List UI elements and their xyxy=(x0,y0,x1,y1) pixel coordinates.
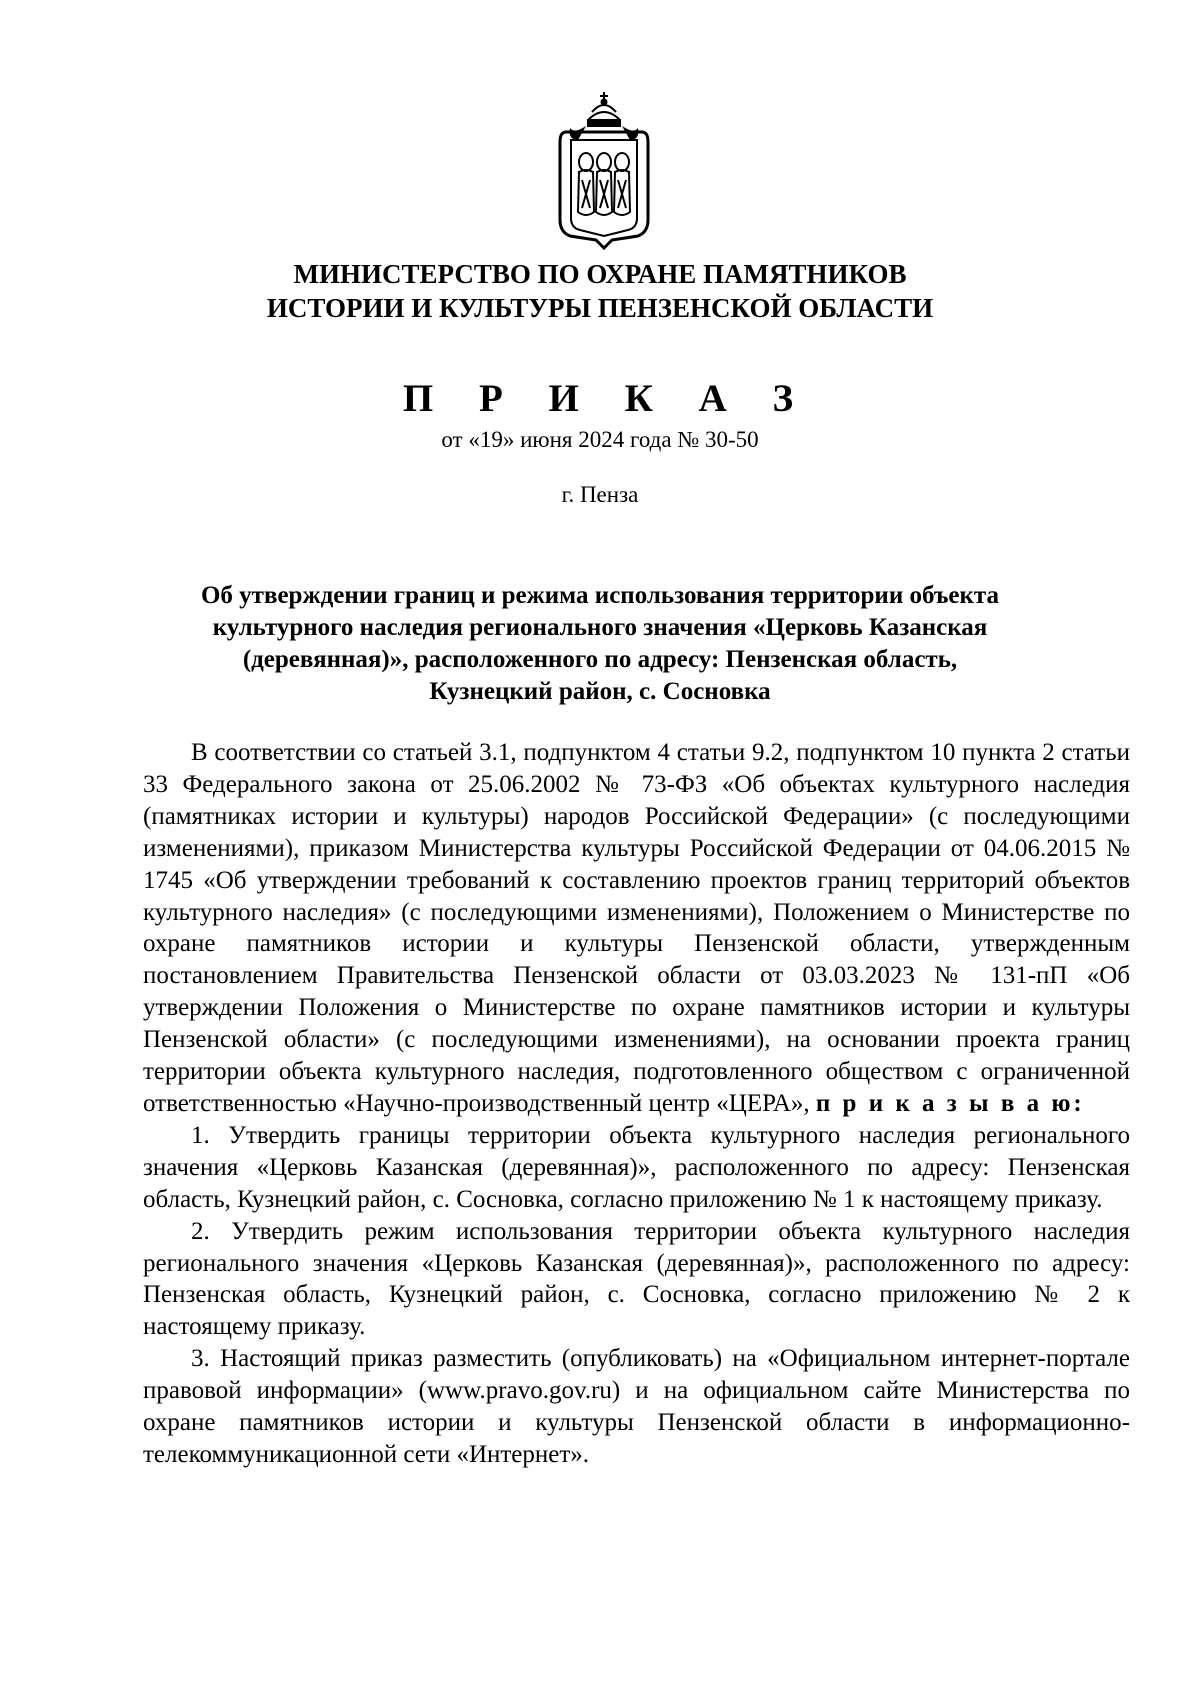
date-and-number: от «19» июня 2024 года № 30-50 xyxy=(441,427,759,452)
order-body xyxy=(143,737,1130,1471)
preamble-paragraph xyxy=(143,737,1130,1120)
coat-of-arms-emblem xyxy=(556,90,652,250)
city: г. Пенза xyxy=(561,482,639,507)
preamble-text: В соответствии со статьей 3.1, подпунктом 4 статьи 9.2, подпунктом 10 пункта 2 статьи 33 Федерального закона от 25.06.2002 № 73-ФЗ «Об объектах культурного наследия (памятниках истории и культуры) народов Российской Федерации» (с последующими изменениями), приказом Министерства культуры Российской Федерации от 04.06.2015 № 1745 «Об утверждении требований к составлению проектов границ территорий объектов культурного наследия» (с последующими изменениями), Положением о Министерстве по охране памятников истории и культуры Пензенской области, утвержденным постановлением Правительства Пензенской области от 03.03.2023 № 131-пП «Об утверждении Положения о Министерстве по охране памятников истории и культуры Пензенской области» (с последующими изменениями), на основании проекта границ территории объекта культурного наследия, подготовленного обществом с ограниченной ответственностью «Научно-производственный центр «ЦЕРА», xyxy=(143,739,1130,1117)
order-title xyxy=(0,580,1200,708)
order-title-line: Кузнецкий район, с. Сосновка xyxy=(429,678,771,705)
order-item-2: 2. Утвердить режим использования территории объекта культурного наследия регионального значения «Церковь Казанская (деревянная)», расположенного по адресу: Пензенская область, Кузнецкий район, с. Сосновка, согласно приложению № 2 к настоящему приказу. xyxy=(143,1217,1130,1341)
order-title-line: (деревянная)», расположенного по адресу: Пензенская область, xyxy=(242,646,958,673)
order-item-3: 3. Настоящий приказ разместить (опубликовать) на «Официальном интернет-портале правовой информации» (www.pravo.gov.ru) и на официальном сайте Министерства по охране памятников истории и культуры Пензенской области в информационно-телекоммуникационной сети «Интернет». xyxy=(143,1345,1130,1468)
ministry-name-line-2: ИСТОРИИ И КУЛЬТУРЫ ПЕНЗЕНСКОЙ ОБЛАСТИ xyxy=(266,293,934,323)
order-item-1: 1. Утвердить границы территории объекта культурного наследия регионального значения «Церковь Казанская (деревянная)», расположенного по адресу: Пензенская область, Кузнецкий район, с. Сосновка, согласно приложению № 1 к настоящему приказу. xyxy=(143,1121,1130,1213)
order-title-line: культурного наследия регионального значения «Церковь Казанская xyxy=(212,614,988,641)
ministry-name-line-1: МИНИСТЕРСТВО ПО ОХРАНЕ ПАМЯТНИКОВ xyxy=(293,259,907,289)
order-word: п р и к а з ы в а ю: xyxy=(815,1089,1085,1117)
document-type-heading: П Р И К А З xyxy=(402,377,812,420)
order-title-line: Об утверждении границ и режима использования территории объекта xyxy=(200,582,1000,609)
